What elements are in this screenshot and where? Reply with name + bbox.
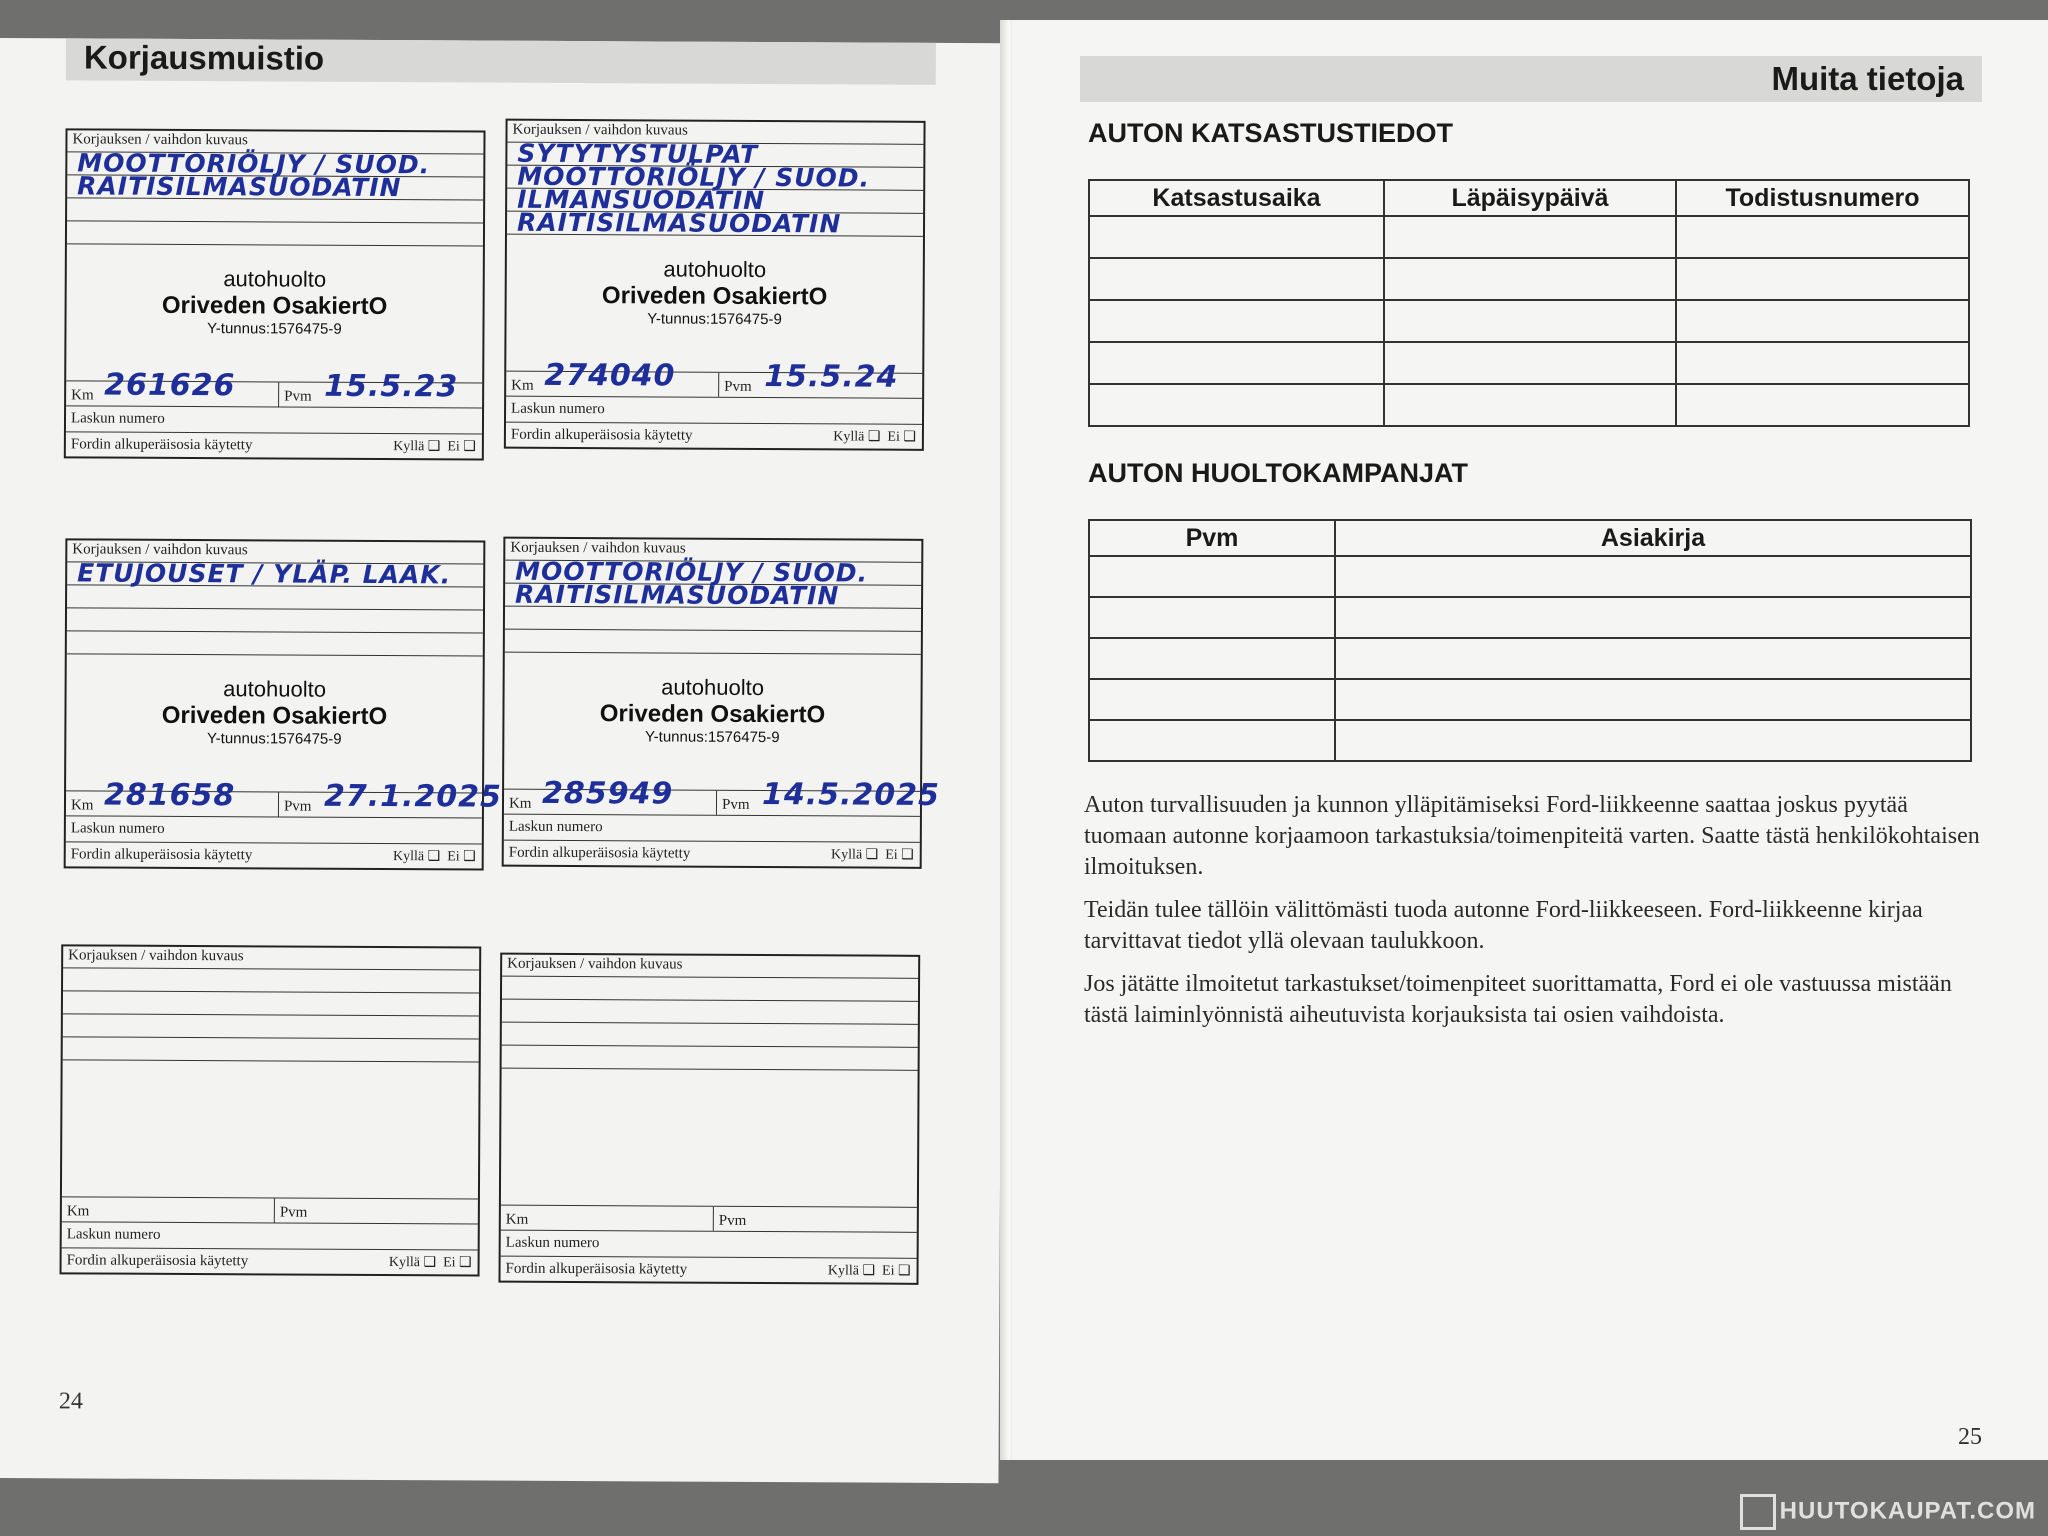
right-page-number: 25 xyxy=(1958,1424,1982,1450)
card-km-row xyxy=(66,777,503,818)
table-cell xyxy=(1089,638,1335,679)
card-no-checkbox[interactable]: Ei ❑ xyxy=(882,1263,911,1279)
table-cell xyxy=(1335,720,1971,761)
card-description-label: Korjauksen / vaihdon kuvaus xyxy=(510,539,686,557)
stamp-line-3: Y-tunnus:1576475-9 xyxy=(647,310,782,329)
card-invoice-label: Laskun numero xyxy=(70,820,165,837)
table-row xyxy=(1089,556,1971,597)
table-cell xyxy=(1384,384,1676,426)
card-line-text: ETUJOUSET / YLÄP. LAAK. xyxy=(77,558,452,590)
watermark-logo-icon xyxy=(1740,1494,1776,1530)
stamp-line-2: Oriveden OsakiertO xyxy=(161,291,388,321)
card-yes-no[interactable] xyxy=(831,846,914,863)
table-cell xyxy=(1384,258,1676,300)
card-genuine-label: Fordin alkuperäisosia käytetty xyxy=(505,1260,688,1278)
stamp-line-2: Oriveden OsakiertO xyxy=(161,701,388,731)
workshop-stamp xyxy=(506,256,922,329)
card-description-row xyxy=(502,955,918,979)
watermark-text: HUUTOKAUPAT.COM xyxy=(1779,1497,2036,1525)
service-card xyxy=(64,538,503,870)
card-pvm-value: 15.5.23 xyxy=(324,368,459,405)
card-line xyxy=(67,221,483,246)
card-km-value: 261626 xyxy=(104,367,236,404)
card-km-row xyxy=(501,1205,917,1233)
service-card xyxy=(60,944,482,1276)
table-cell xyxy=(1335,597,1971,638)
card-genuine-row xyxy=(66,842,482,868)
card-invoice-row xyxy=(62,1222,478,1250)
table-row xyxy=(1089,300,1969,342)
stamp-line-1: autohuolto xyxy=(661,674,765,701)
card-genuine-label: Fordin alkuperäisosia käytetty xyxy=(70,846,253,864)
card-km-label: Km xyxy=(511,377,534,394)
table-cell xyxy=(1676,384,1969,426)
table-cell xyxy=(1676,300,1969,342)
card-km-row xyxy=(62,1196,478,1224)
table-cell xyxy=(1335,679,1971,720)
workshop-stamp xyxy=(504,674,920,747)
card-pvm-value: 15.5.24 xyxy=(764,359,899,395)
inspection-col-certificate: Todistusnumero xyxy=(1676,180,1969,216)
workshop-stamp xyxy=(66,675,482,748)
card-genuine-row xyxy=(66,432,482,458)
card-km-row xyxy=(506,357,922,399)
card-description-label: Korjauksen / vaihdon kuvaus xyxy=(68,947,244,965)
card-invoice-label: Laskun numero xyxy=(505,1234,600,1252)
stamp-line-2: Oriveden OsakiertO xyxy=(599,700,826,729)
card-line xyxy=(63,1014,479,1039)
workshop-stamp xyxy=(66,265,482,338)
card-line xyxy=(502,1023,918,1048)
card-pvm-label: Pvm xyxy=(283,798,312,815)
campaigns-col-date: Pvm xyxy=(1089,520,1335,556)
card-genuine-label: Fordin alkuperäisosia käytetty xyxy=(510,426,693,444)
table-cell xyxy=(1089,384,1384,426)
card-line xyxy=(67,608,483,633)
card-pvm-label: Pvm xyxy=(721,796,750,813)
card-yes-checkbox[interactable]: Kyllä ❑ xyxy=(831,847,879,863)
card-genuine-label: Fordin alkuperäisosia käytetty xyxy=(70,436,253,454)
campaigns-heading: AUTON HUOLTOKAMPANJAT xyxy=(1088,458,1468,488)
card-invoice-row xyxy=(506,397,922,425)
card-genuine-row xyxy=(501,1257,917,1283)
card-no-checkbox[interactable]: Ei ❑ xyxy=(447,439,476,455)
table-cell xyxy=(1089,216,1384,258)
inspection-col-time: Katsastusaika xyxy=(1089,180,1384,216)
card-pvm-value: 14.5.2025 xyxy=(761,777,941,813)
table-cell xyxy=(1676,216,1969,258)
table-cell xyxy=(1676,258,1969,300)
card-description-label: Korjauksen / vaihdon kuvaus xyxy=(512,121,688,139)
card-genuine-row xyxy=(506,423,922,449)
stamp-line-1: autohuolto xyxy=(663,256,767,283)
info-text xyxy=(1084,790,1984,1043)
table-row xyxy=(1089,597,1971,638)
card-km-value: 285949 xyxy=(541,775,674,812)
table-row xyxy=(1089,342,1969,384)
table-row xyxy=(1089,720,1971,761)
right-page-title: Muita tietoja xyxy=(1771,60,1964,97)
card-yes-checkbox[interactable]: Kyllä ❑ xyxy=(388,1255,437,1271)
stamp-line-1: autohuolto xyxy=(223,676,327,702)
left-page xyxy=(0,38,1006,1483)
card-pvm-label: Pvm xyxy=(718,1212,747,1229)
service-card xyxy=(64,128,486,460)
card-yes-no[interactable] xyxy=(828,1262,911,1279)
card-yes-checkbox[interactable]: Kyllä ❑ xyxy=(393,849,441,865)
site-watermark xyxy=(1740,1494,2036,1530)
card-invoice-label: Laskun numero xyxy=(70,410,165,427)
table-cell xyxy=(1335,638,1971,679)
card-line-text: MOOTTORIÖLJY / SUOD. xyxy=(77,148,431,180)
card-description-label: Korjauksen / vaihdon kuvaus xyxy=(507,955,683,973)
card-no-checkbox[interactable]: Ei ❑ xyxy=(447,849,476,865)
card-line xyxy=(67,631,483,656)
card-genuine-label: Fordin alkuperäisosia käytetty xyxy=(66,1252,249,1270)
card-line xyxy=(67,585,483,610)
service-card xyxy=(498,953,920,1285)
card-yes-checkbox[interactable]: Kyllä ❑ xyxy=(833,429,881,445)
table-cell xyxy=(1384,300,1676,342)
card-km-label: Km xyxy=(70,797,94,814)
table-cell xyxy=(1089,597,1335,638)
card-pvm-label: Pvm xyxy=(724,378,752,395)
right-header-bar xyxy=(1080,56,1982,102)
card-km-label: Km xyxy=(505,1211,529,1228)
stamp-line-3: Y-tunnus:1576475-9 xyxy=(207,320,342,338)
table-row xyxy=(1089,384,1969,426)
stamp-line-3: Y-tunnus:1576475-9 xyxy=(645,728,780,747)
card-no-checkbox[interactable]: Ei ❑ xyxy=(887,429,916,445)
card-line xyxy=(502,977,918,1002)
card-pvm-value: 27.1.2025 xyxy=(323,778,503,815)
campaigns-table xyxy=(1088,519,1972,762)
inspection-table xyxy=(1088,179,1970,427)
card-line-text: RAITISILMASUODATIN xyxy=(515,579,840,611)
card-genuine-label: Fordin alkuperäisosia käytetty xyxy=(508,844,691,862)
card-invoice-row xyxy=(504,815,920,843)
stamp-line-3: Y-tunnus:1576475-9 xyxy=(207,730,342,748)
card-pvm-label: Pvm xyxy=(279,1204,308,1221)
card-invoice-row xyxy=(66,816,482,844)
table-row xyxy=(1089,679,1971,720)
card-line xyxy=(505,630,921,655)
card-line-text: RAITISILMASUODATIN xyxy=(77,171,402,203)
table-cell xyxy=(1335,556,1971,597)
card-line xyxy=(502,1000,918,1025)
card-pvm-label: Pvm xyxy=(284,388,312,405)
service-card xyxy=(504,119,926,451)
card-description-row xyxy=(63,946,479,970)
inspection-heading: AUTON KATSASTUSTIEDOT xyxy=(1088,118,1454,148)
info-paragraph-2: Teidän tulee tällöin välittömästi tuoda autonne Ford-liikkeeseen. Ford-liikkeenne kirjaa tarvittavat tiedot yllä olevaan taulukkoon. xyxy=(1084,897,1923,954)
table-row xyxy=(1089,258,1969,300)
card-line-text: ILMANSUODATIN xyxy=(517,184,766,216)
card-yes-no[interactable] xyxy=(393,438,476,455)
table-cell xyxy=(1384,342,1676,384)
card-invoice-row xyxy=(66,406,482,434)
table-cell xyxy=(1089,556,1335,597)
card-km-value: 274040 xyxy=(544,357,676,394)
left-page-number: 24 xyxy=(58,1388,83,1415)
table-cell xyxy=(1089,258,1384,300)
card-yes-checkbox[interactable]: Kyllä ❑ xyxy=(827,1263,876,1279)
card-line-text: RAITISILMASUODATIN xyxy=(516,207,842,239)
card-line xyxy=(67,198,483,223)
card-line-text: MOOTTORIÖLJY / SUOD. xyxy=(515,556,869,588)
card-invoice-row xyxy=(501,1231,917,1259)
table-cell xyxy=(1089,679,1335,720)
card-line xyxy=(502,1046,918,1071)
card-line xyxy=(63,968,479,993)
card-km-row xyxy=(504,775,941,817)
card-yes-no[interactable] xyxy=(389,1254,472,1271)
card-line xyxy=(63,1037,479,1062)
card-no-checkbox[interactable]: Ei ❑ xyxy=(443,1255,472,1271)
card-genuine-row xyxy=(62,1248,478,1274)
card-km-row xyxy=(66,367,482,408)
inspection-col-passed: Läpäisypäivä xyxy=(1384,180,1676,216)
left-page-title: Korjausmuistio xyxy=(83,38,325,77)
card-km-label: Km xyxy=(508,795,532,812)
card-line-text: MOOTTORIÖLJY / SUOD. xyxy=(517,161,871,193)
card-line xyxy=(505,607,921,632)
service-card xyxy=(502,537,941,869)
card-invoice-label: Laskun numero xyxy=(508,818,603,836)
card-line xyxy=(63,991,479,1016)
card-no-checkbox[interactable]: Ei ❑ xyxy=(885,847,914,863)
stamp-line-1: autohuolto xyxy=(223,266,327,292)
card-description-label: Korjauksen / vaihdon kuvaus xyxy=(72,541,248,559)
table-cell xyxy=(1089,720,1335,761)
info-paragraph-1: Auton turvallisuuden ja kunnon ylläpitämiseksi Ford-liikkeenne saattaa joskus pyytää tuomaan autonne korjaamoon tarkastuksia/toimenpiteitä varten. Saatte tästä henkilökohtaisen ilmoituksen. xyxy=(1084,792,1980,880)
right-page xyxy=(1012,20,2048,1460)
card-genuine-row xyxy=(504,841,920,867)
table-cell xyxy=(1089,342,1384,384)
card-yes-no[interactable] xyxy=(393,848,476,865)
card-line-text: SYTYTYSTULPAT xyxy=(517,138,759,169)
card-km-label: Km xyxy=(71,387,94,404)
card-description-label: Korjauksen / vaihdon kuvaus xyxy=(72,131,248,149)
table-row xyxy=(1089,638,1971,679)
card-km-label: Km xyxy=(66,1203,90,1220)
campaigns-col-document: Asiakirja xyxy=(1335,520,1971,556)
table-cell xyxy=(1384,216,1676,258)
info-paragraph-3: Jos jätätte ilmoitetut tarkastukset/toimenpiteet suorittamatta, Ford ei ole vastuussa mistään tästä laiminlyönnistä aiheutuvista korjauksista tai osien vaihdoista. xyxy=(1084,971,1952,1028)
card-yes-checkbox[interactable]: Kyllä ❑ xyxy=(393,439,441,455)
stamp-line-2: Oriveden OsakiertO xyxy=(601,282,828,311)
card-invoice-label: Laskun numero xyxy=(511,400,605,418)
table-cell xyxy=(1676,342,1969,384)
table-row xyxy=(1089,216,1969,258)
card-km-value: 281658 xyxy=(103,777,236,814)
card-yes-no[interactable] xyxy=(833,428,916,445)
card-invoice-label: Laskun numero xyxy=(66,1226,161,1243)
left-header-bar xyxy=(66,38,936,85)
table-cell xyxy=(1089,300,1384,342)
